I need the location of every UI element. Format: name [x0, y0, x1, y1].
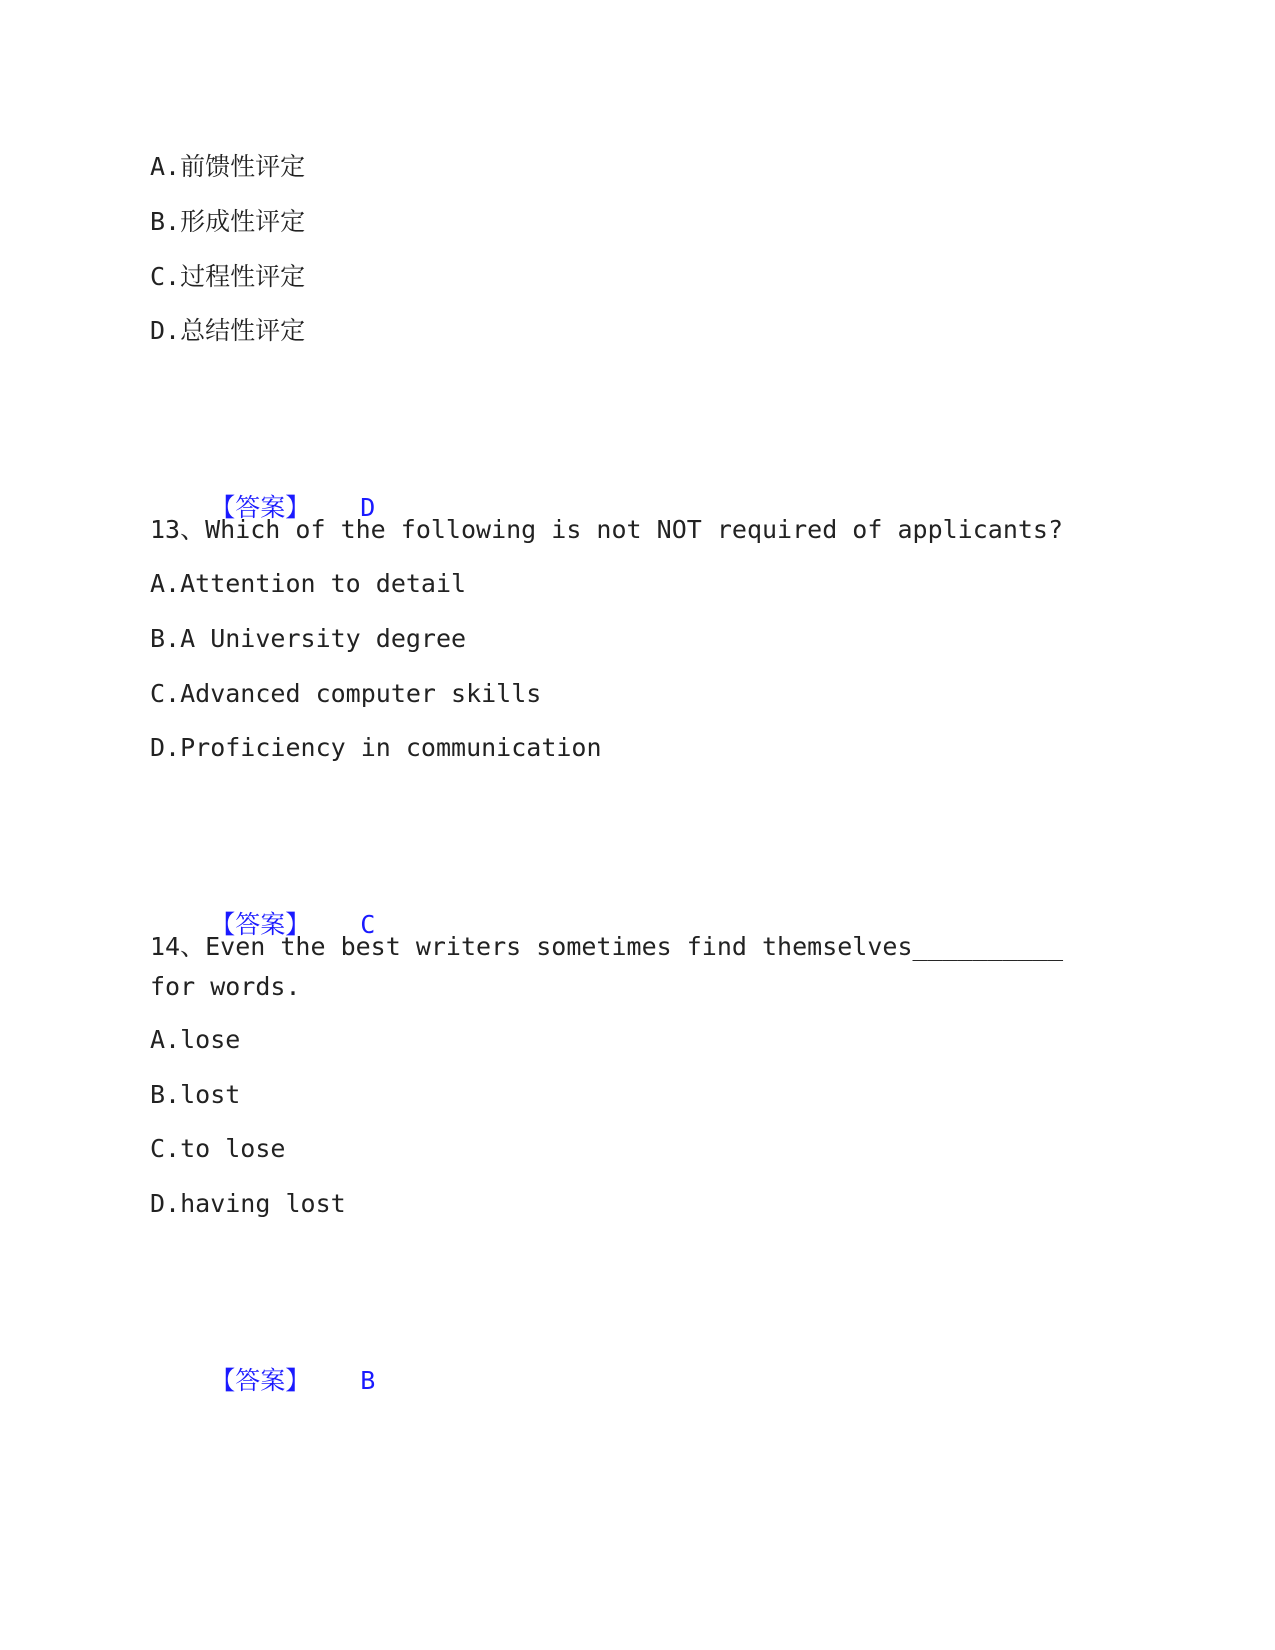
answer-value: D — [360, 493, 376, 522]
q13-option-a: A.Attention to detail — [150, 569, 467, 598]
q12-option-a: A.前馈性评定 — [150, 152, 306, 181]
q12-option-c: C.过程性评定 — [150, 262, 306, 291]
q12-option-b: B.形成性评定 — [150, 207, 306, 236]
q14-option-d: D.having lost — [150, 1189, 346, 1218]
q12-option-d: D.总结性评定 — [150, 316, 306, 345]
q13-option-c: C.Advanced computer skills — [150, 679, 542, 708]
q13-option-b: B.A University degree — [150, 624, 467, 653]
answer-label: 【答案】 — [210, 910, 311, 939]
q13-option-d: D.Proficiency in communication — [150, 733, 602, 762]
q14-option-b: B.lost — [150, 1080, 241, 1109]
q13-question: 13、Which of the following is not NOT required of applicants? — [150, 515, 1064, 544]
answer-label: 【答案】 — [210, 1366, 311, 1395]
answer-value: B — [360, 1366, 376, 1395]
q14-question: 14、Even the best writers sometimes find themselves__________ for words. — [150, 932, 1064, 1001]
q14-option-a: A.lose — [150, 1025, 241, 1054]
answer-label: 【答案】 — [210, 493, 311, 522]
answer-value: C — [360, 910, 376, 939]
q14-answer — [150, 1330, 375, 1432]
q14-option-c: C.to lose — [150, 1134, 286, 1163]
